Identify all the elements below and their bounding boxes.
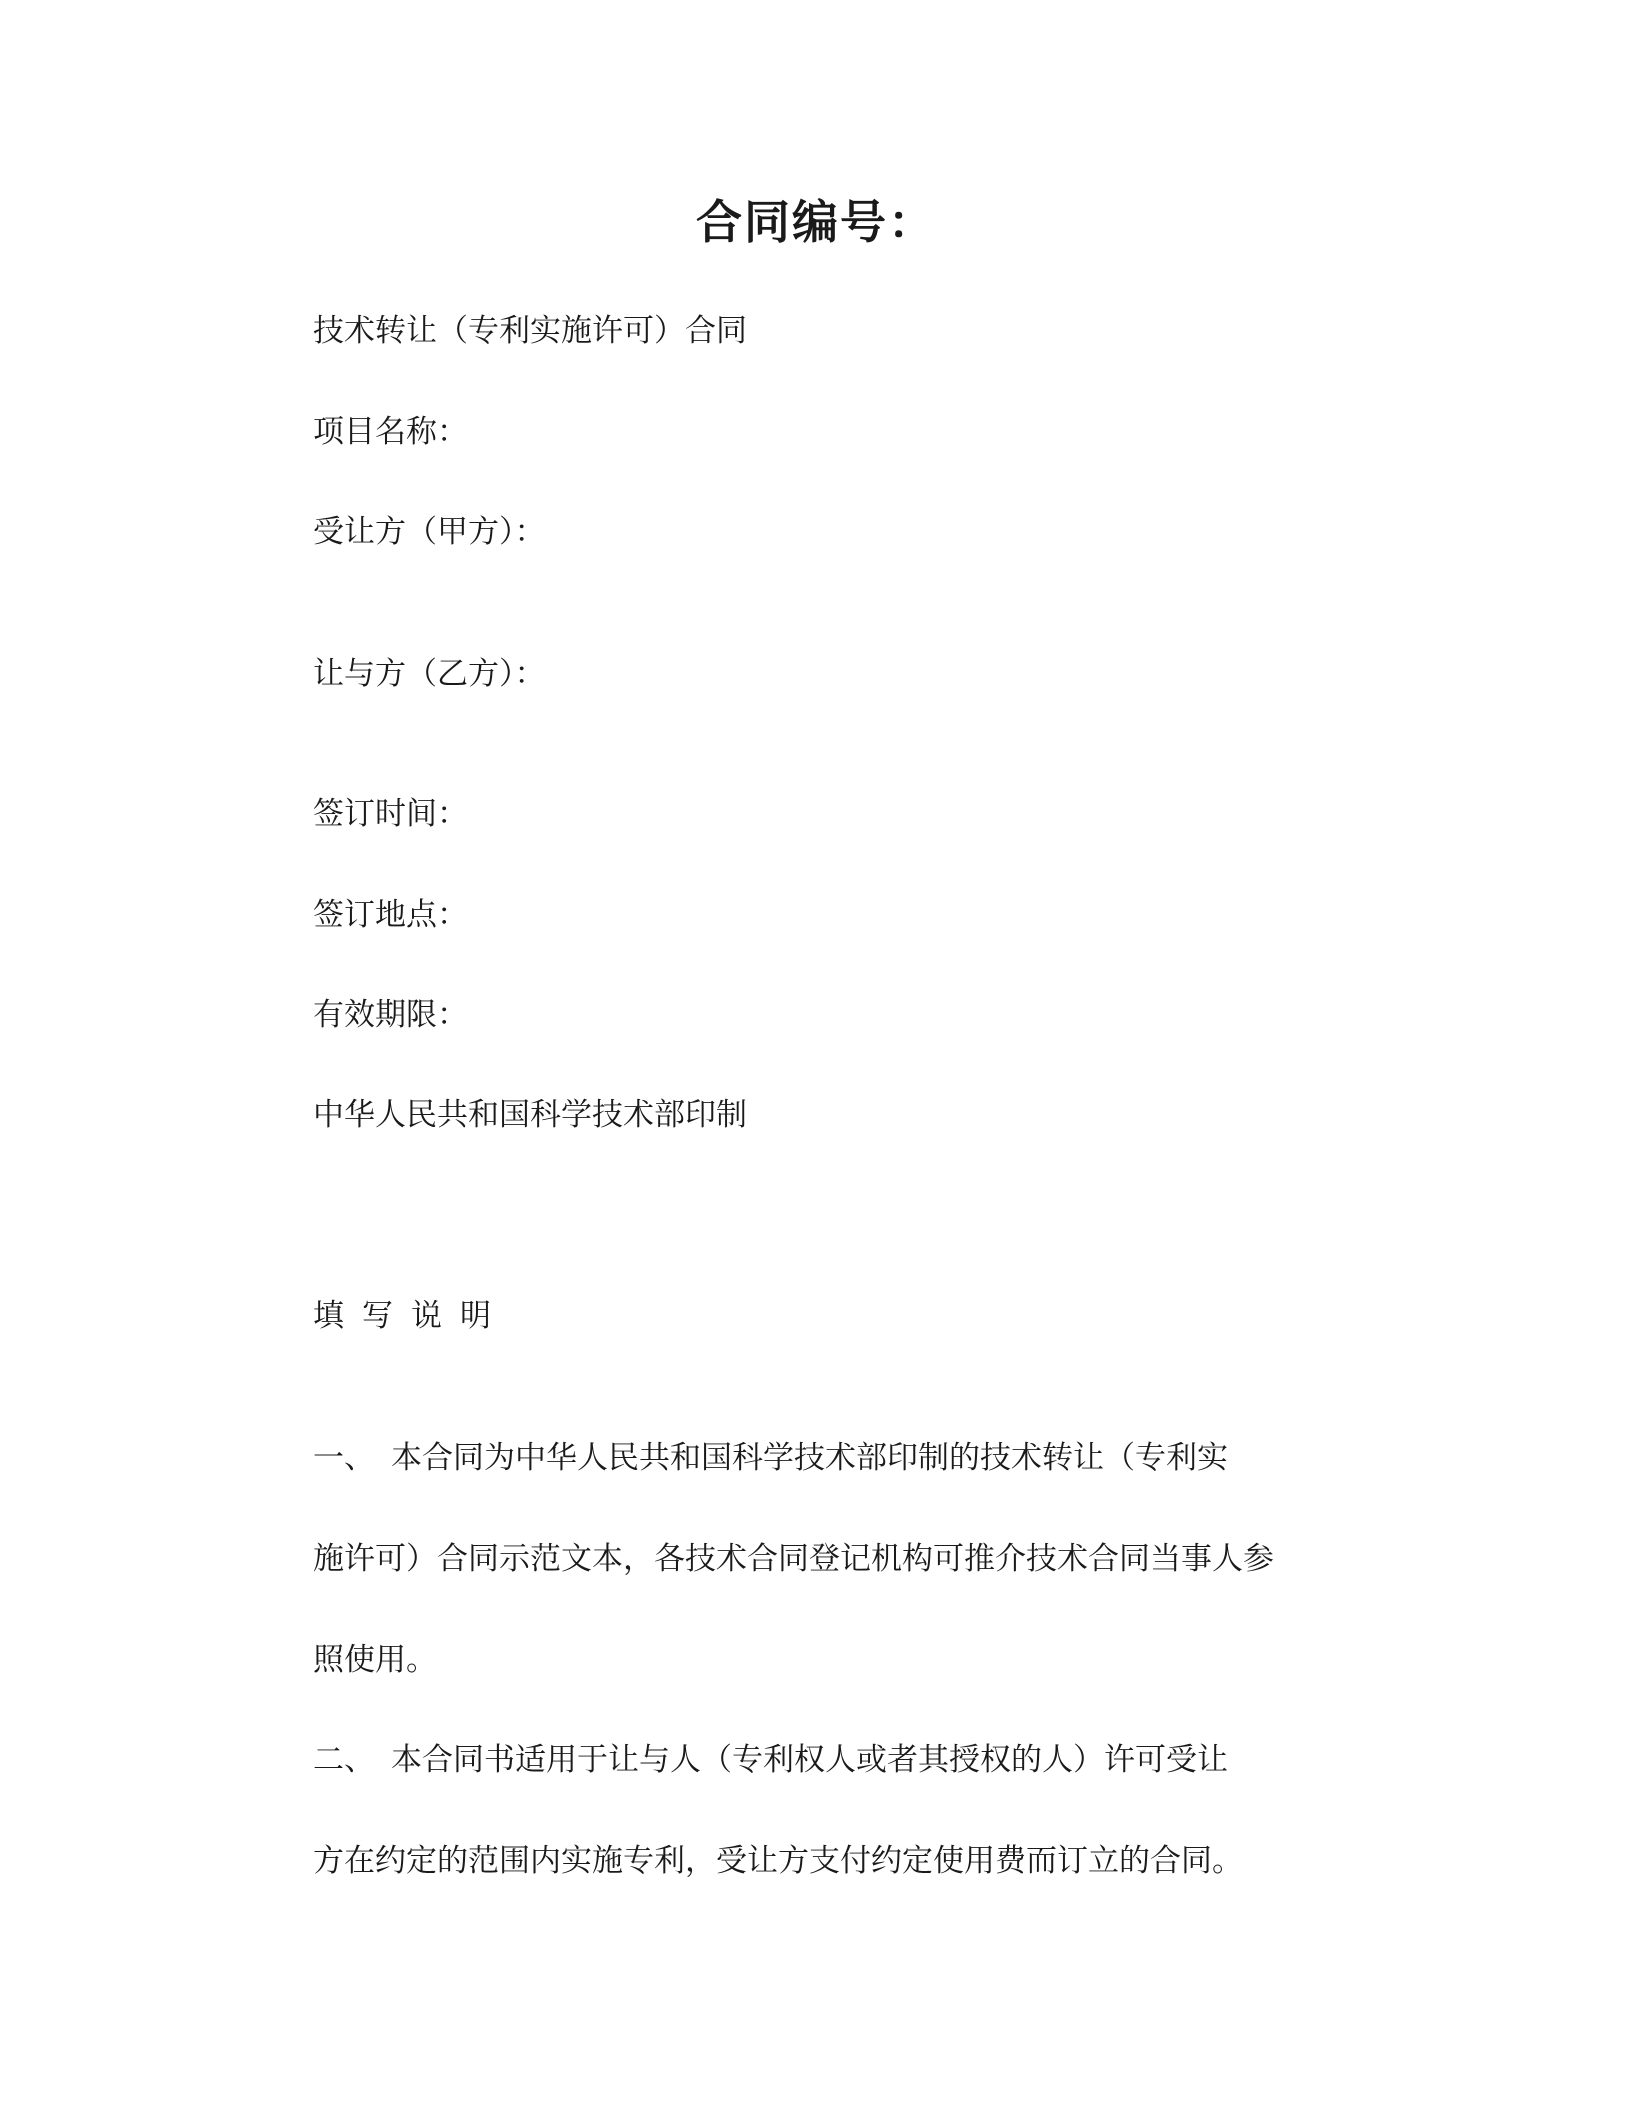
- project-name-label: 项目名称：: [313, 414, 468, 450]
- instruction-item-1-number: 一、: [313, 1440, 375, 1476]
- validity-label: 有效期限：: [313, 997, 468, 1033]
- instruction-item-2-text: 本合同书适用于让与人（专利权人或者其授权的人）许可受让: [391, 1742, 1228, 1778]
- instruction-item-1-line-2: 施许可）合同示范文本，各技术合同登记机构可推介技术合同当事人参: [313, 1541, 1274, 1577]
- sign-time-label: 签订时间：: [313, 796, 468, 832]
- party-a-label: 受让方（甲方）：: [313, 514, 546, 550]
- instruction-item-1-line-1: [313, 1436, 1228, 1480]
- instruction-item-2-line-2: 方在约定的范围内实施专利，受让方支付约定使用费而订立的合同。: [313, 1843, 1243, 1879]
- instructions-heading: 填写说明: [313, 1298, 509, 1334]
- contract-number-title: 合同编号：: [696, 195, 936, 249]
- instruction-item-2-number: 二、: [313, 1742, 375, 1778]
- issuer-text: 中华人民共和国科学技术部印制: [313, 1097, 747, 1133]
- instruction-item-1-line-3: 照使用。: [313, 1642, 437, 1678]
- contract-type: 技术转让（专利实施许可）合同: [313, 313, 747, 349]
- instruction-item-2-line-1: [313, 1738, 1228, 1782]
- party-b-label: 让与方（乙方）：: [313, 656, 546, 692]
- instruction-item-1-text: 本合同为中华人民共和国科学技术部印制的技术转让（专利实: [391, 1440, 1228, 1476]
- sign-place-label: 签订地点：: [313, 897, 468, 933]
